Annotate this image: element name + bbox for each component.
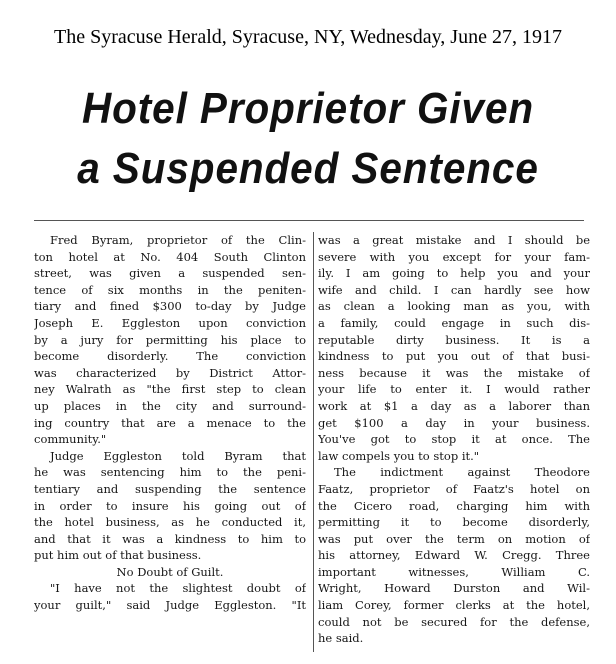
article-text-line: put him out of that business. xyxy=(34,548,202,563)
headline-line-1: Hotel Proprietor Given xyxy=(81,84,535,133)
article-text-line: severe with you except for your fam- xyxy=(318,249,590,264)
article-text-line: in order to insure his going out of xyxy=(34,498,306,513)
article-text-line: Fred Byram, proprietor of the Clin- xyxy=(50,233,306,247)
column-separator xyxy=(313,232,314,652)
article-text-line: work at $1 a day as a laborer than xyxy=(318,398,590,413)
article-text-line: kindness to put you out of that busi- xyxy=(318,349,590,364)
article-text-line: Wright, Howard Durston and Wil- xyxy=(318,581,590,596)
article-text-line: your guilt," said Judge Eggleston. "It xyxy=(34,598,306,613)
article-text-line: a family, could engage in such dis- xyxy=(318,315,590,330)
article-text-line: up places in the city and surround- xyxy=(34,398,306,413)
article-left-column xyxy=(34,232,306,614)
article-text-line: ney Walrath as "the first step to clean xyxy=(34,382,306,397)
article-text-line: important witnesses, William C. xyxy=(318,564,590,579)
article-text-line: liam Corey, former clerks at the hotel, xyxy=(318,598,590,613)
article-text-line: and that it was a kindness to him to xyxy=(34,531,306,546)
article-text-line: Faatz, proprietor of Faatz's hotel on xyxy=(318,481,590,496)
article-text-line: ness because it was the mistake of xyxy=(318,365,590,380)
article-text-line: as clean a looking man as you, with xyxy=(318,299,590,314)
article-text-line: ily. I am going to help you and your xyxy=(318,266,590,281)
article-text-line: was a great mistake and I should be xyxy=(318,233,590,247)
article-text-line: by a jury for permitting his place to xyxy=(34,332,306,347)
article-text-line: get $100 a day in your business. xyxy=(318,415,590,430)
article-text-line: wife and child. I can hardly see how xyxy=(318,282,590,297)
article-text-line: become disorderly. The conviction xyxy=(34,349,306,364)
article-text-line: The indictment against Theodore xyxy=(334,465,590,480)
article-text-line: your life to enter it. I would rather xyxy=(318,382,590,397)
article-text-line: his attorney, Edward W. Cregg. Three xyxy=(318,548,590,563)
article-text-line: You've got to stop it at once. The xyxy=(318,432,590,447)
article-text-line: could not be secured for the defense, xyxy=(318,614,590,629)
article-text-line: tence of six months in the peniten- xyxy=(34,282,306,297)
article-text-line: was characterized by District Attor- xyxy=(34,365,306,380)
article-text-line: community." xyxy=(34,432,107,447)
masthead: The Syracuse Herald, Syracuse, NY, Wednesday, June 27, 1917 xyxy=(54,26,562,48)
subheading: No Doubt of Guilt. xyxy=(116,564,224,579)
article-text-line: tiary and fined $300 to-day by Judge xyxy=(34,299,306,314)
article-text-line: "I have not the slightest doubt of xyxy=(50,581,306,596)
article-text-line: Joseph E. Eggleston upon conviction xyxy=(34,315,306,330)
article-text-line: he said. xyxy=(318,631,364,646)
article-text-line: the hotel business, as he conducted it, xyxy=(34,515,306,530)
article-text-line: was put over the term on motion of xyxy=(318,531,590,546)
article-text-line: he was sentencing him to the peni- xyxy=(34,465,306,480)
article-text-line: reputable dirty business. It is a xyxy=(318,332,590,347)
article-text-line: ton hotel at No. 404 South Clinton xyxy=(34,249,306,264)
article-text-line: street, was given a suspended sen- xyxy=(34,266,306,281)
article-text-line: Judge Eggleston told Byram that xyxy=(50,448,306,463)
article-text-line: the Cicero road, charging him with xyxy=(318,498,590,513)
article-right-column xyxy=(318,232,590,647)
article-text-line: law compels you to stop it." xyxy=(318,448,480,463)
headline-line-2: a Suspended Sentence xyxy=(77,144,539,193)
article-top-rule xyxy=(34,220,584,221)
article-text-line: ing country that are a menace to the xyxy=(34,415,306,430)
article-text-line: permitting it to become disorderly, xyxy=(318,515,590,530)
article-text-line: tentiary and suspending the sentence xyxy=(34,481,306,496)
